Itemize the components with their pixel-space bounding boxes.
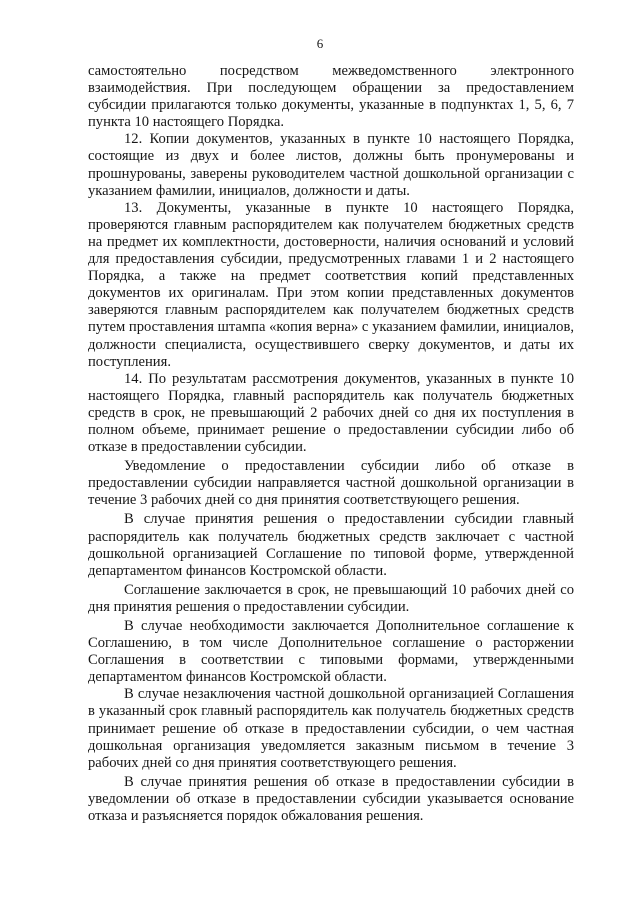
paragraph-agreement-term: Соглашение заключается в срок, не превышающий 10 рабочих дней со дня принятия решения о предоставлении субсидии. bbox=[88, 581, 574, 615]
paragraph-additional-agreement: В случае необходимости заключается Дополнительное соглашение к Соглашению, в том числе Дополнительное соглашение о расторжении Соглашения в соответствии с типовыми формами, утвержденными департаментом финансов Костромской области. bbox=[88, 618, 574, 686]
paragraph-13: 13. Документы, указанные в пункте 10 настоящего Порядка, проверяются главным распорядителем как получателем бюджетных средств на предмет их комплектности, достоверности, наличия оснований и условий для предоставления субсидии, предусмотренных главами 1 и 2 настоящего Порядка, а также на предмет соответствия копий представленных документов их оригиналам. При этом копии представленных документов заверяются главным распорядителем как получателем бюджетных средств путем проставления штампа «копия верна» с указанием фамилии, инициалов, должности специалиста, осуществившего сверку документов, и даты их поступления. bbox=[88, 199, 574, 370]
paragraph-notification: Уведомление о предоставлении субсидии либо об отказе в предоставлении субсидии направляется частной дошкольной организации в течение 3 рабочих дней со дня принятия соответствующего решения. bbox=[88, 458, 574, 509]
page-number: 6 bbox=[316, 36, 324, 51]
document-body bbox=[88, 63, 574, 825]
paragraph-agreement-conclusion: В случае принятия решения о предоставлении субсидии главный распорядитель как получатель бюджетных средств заключает с частной дошкольной организацией Соглашение по типовой форме, утвержденной департаментом финансов Костромской области. bbox=[88, 511, 574, 579]
paragraph-continuation: самостоятельно посредством межведомственного электронного взаимодействия. При последующем обращении за предоставлением субсидии прилагаются только документы, указанные в подпунктах 1, 5, 6, 7 пункта 10 настоящего Порядка. bbox=[88, 63, 574, 131]
paragraph-refusal: В случае принятия решения об отказе в предоставлении субсидии в уведомлении об отказе в предоставлении субсидии указывается основание отказа и разъясняется порядок обжалования решения. bbox=[88, 773, 574, 825]
paragraph-12: 12. Копии документов, указанных в пункте 10 настоящего Порядка, состоящие из двух и более листов, должны быть пронумерованы и прошнурованы, заверены руководителем частной дошкольной организации с указанием фамилии, инициалов, должности и даты. bbox=[88, 131, 574, 199]
paragraph-14: 14. По результатам рассмотрения документов, указанных в пункте 10 настоящего Порядка, главный распорядитель как получатель бюджетных средств в срок, не превышающий 2 рабочих дней со дня их поступления в полном объеме, принимает решение о предоставлении субсидии либо об отказе в предоставлении субсидии. bbox=[88, 370, 574, 456]
paragraph-non-conclusion: В случае незаключения частной дошкольной организацией Соглашения в указанный срок главный распорядитель как получатель бюджетных средств принимает решение об отказе в предоставлении субсидии, о чем частная дошкольная организация уведомляется заказным письмом в течение 3 рабочих дней со дня принятия соответствующего решения. bbox=[88, 686, 574, 771]
